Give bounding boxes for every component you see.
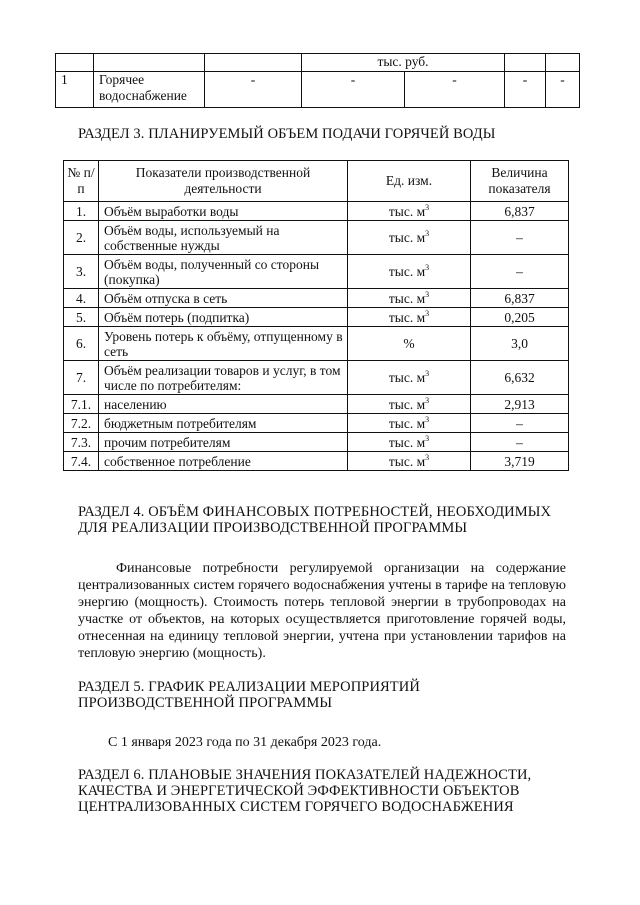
row-number: 7.4. [64, 452, 99, 471]
unit-superscript: 3 [425, 263, 430, 272]
dash-cell: - [546, 72, 580, 108]
table-row [64, 308, 569, 327]
unit-base: тыс. м [388, 203, 426, 219]
section-3-title: РАЗДЕЛ 3. ПЛАНИРУЕМЫЙ ОБЪЕМ ПОДАЧИ ГОРЯЧЕЙ ВОДЫ [78, 126, 496, 142]
unit-base: тыс. м [388, 415, 426, 431]
row-value: 3,719 [471, 452, 569, 471]
row-unit [348, 414, 471, 433]
dash-cell: - [505, 72, 546, 108]
section-4-title-line: ДЛЯ РЕАЛИЗАЦИИ ПРОИЗВОДСТВЕННОЙ ПРОГРАММЫ [78, 520, 468, 536]
unit-superscript: 3 [425, 414, 430, 424]
unit-superscript: 3 [425, 229, 430, 238]
unit-base: тыс. м [388, 230, 426, 245]
dash-cell: - [205, 72, 302, 108]
row-value: – [471, 255, 569, 289]
row-number: 7.2. [64, 414, 99, 433]
unit-superscript: 3 [425, 395, 430, 405]
row-name: бюджетным потребителям [99, 414, 348, 433]
header-value: Величина показателя [471, 161, 569, 202]
row-value: – [471, 433, 569, 452]
row-value: 3,0 [471, 327, 569, 361]
row-value: 0,205 [471, 308, 569, 327]
table-row [64, 255, 569, 289]
row-name: Уровень потерь к объёму, отпущенному в сеть [99, 327, 348, 361]
unit-base: тыс. м [388, 309, 426, 325]
row-value: 6,837 [471, 202, 569, 221]
row-unit [348, 327, 471, 361]
table-row [64, 221, 569, 255]
row-name: Объём воды, используемый на собственные нужды [99, 221, 348, 255]
indicators-body [64, 202, 569, 471]
unit-superscript: 3 [425, 289, 430, 299]
row-unit [348, 255, 471, 289]
row-unit [348, 289, 471, 308]
table-row [64, 202, 569, 221]
previous-table-fragment [55, 53, 580, 108]
row-name: населению [99, 395, 348, 414]
row-number: 3. [64, 255, 99, 289]
schedule-text: С 1 января 2023 года по 31 декабря 2023 года. [108, 735, 382, 750]
unit-superscript: 3 [425, 452, 430, 462]
table-row [64, 452, 569, 471]
row-unit [348, 361, 471, 395]
row-number: 7.1. [64, 395, 99, 414]
financial-needs-text: Финансовые потребности регулируемой организации на содержание централизованных систем горячего водоснабжения учтены в тарифе на тепловую энергию (мощность). Стоимость потерь тепловой энергии в трубопроводах на участке от объектов, на которых осуществляется приготовление горячей воды, отнесенная на единицу тепловой энергии, учтена при установлении тарифов на тепловую энергию (мощность). [78, 561, 566, 661]
unit-base: тыс. м [388, 453, 426, 469]
table-row [56, 54, 580, 72]
section-5-title-line: РАЗДЕЛ 5. ГРАФИК РЕАЛИЗАЦИИ МЕРОПРИЯТИЙ [78, 679, 420, 695]
table-row [64, 327, 569, 361]
row-number: 5. [64, 308, 99, 327]
row-number: 1 [56, 72, 94, 108]
header-num: № п/п [64, 161, 99, 202]
unit-base: % [403, 336, 415, 351]
table-row [64, 395, 569, 414]
row-unit [348, 308, 471, 327]
table-row [64, 289, 569, 308]
unit-superscript: 3 [425, 308, 430, 318]
unit-superscript: 3 [425, 433, 430, 443]
table-row [64, 361, 569, 395]
row-number: 6. [64, 327, 99, 361]
unit-superscript: 3 [425, 369, 430, 378]
row-name: Объём потерь (подпитка) [99, 308, 348, 327]
section-4-title-line: РАЗДЕЛ 4. ОБЪЁМ ФИНАНСОВЫХ ПОТРЕБНОСТЕЙ, НЕОБХОДИМЫХ [78, 504, 552, 520]
row-value: – [471, 414, 569, 433]
unit-superscript: 3 [425, 202, 430, 212]
row-number: 4. [64, 289, 99, 308]
unit-cell: тыс. руб. [302, 54, 505, 72]
row-value: 6,632 [471, 361, 569, 395]
table-row [56, 72, 580, 108]
header-name: Показатели производственной деятельности [99, 161, 348, 202]
row-value: 6,837 [471, 289, 569, 308]
table-header-row [64, 161, 569, 202]
unit-base: тыс. м [388, 290, 426, 306]
section-6-title [78, 767, 531, 815]
row-unit [348, 452, 471, 471]
section-6-title-line: КАЧЕСТВА И ЭНЕРГЕТИЧЕСКОЙ ЭФФЕКТИВНОСТИ ОБЪЕКТОВ [78, 783, 520, 799]
unit-base: тыс. м [388, 370, 426, 385]
row-unit [348, 433, 471, 452]
row-name: Объём воды, полученный со стороны (покупка) [99, 255, 348, 289]
section-6-title-line: РАЗДЕЛ 6. ПЛАНОВЫЕ ЗНАЧЕНИЯ ПОКАЗАТЕЛЕЙ НАДЕЖНОСТИ, [78, 767, 532, 783]
row-name: прочим потребителям [99, 433, 348, 452]
unit-base: тыс. м [388, 434, 426, 450]
unit-base: тыс. м [388, 396, 426, 412]
row-name: Горячее водоснабжение [94, 72, 205, 108]
row-number: 7.3. [64, 433, 99, 452]
row-name: Объём выработки воды [99, 202, 348, 221]
indicators-table [63, 160, 569, 471]
table-row [64, 433, 569, 452]
row-number: 7. [64, 361, 99, 395]
row-number: 1. [64, 202, 99, 221]
section-6-title-line: ЦЕНТРАЛИЗОВАННЫХ СИСТЕМ ГОРЯЧЕГО ВОДОСНАБЖЕНИЯ [78, 799, 514, 815]
table-row [64, 414, 569, 433]
row-unit [348, 202, 471, 221]
row-number: 2. [64, 221, 99, 255]
section-5-title-line: ПРОИЗВОДСТВЕННОЙ ПРОГРАММЫ [78, 695, 333, 711]
row-unit [348, 395, 471, 414]
row-name: собственное потребление [99, 452, 348, 471]
row-name: Объём отпуска в сеть [99, 289, 348, 308]
section-5-title [78, 679, 420, 711]
dash-cell: - [302, 72, 405, 108]
row-value: – [471, 221, 569, 255]
row-unit [348, 221, 471, 255]
header-unit: Ед. изм. [348, 161, 471, 202]
row-value: 2,913 [471, 395, 569, 414]
dash-cell: - [405, 72, 505, 108]
section-4-title [78, 504, 551, 536]
unit-base: тыс. м [388, 264, 426, 279]
row-name: Объём реализации товаров и услуг, в том числе по потребителям: [99, 361, 348, 395]
